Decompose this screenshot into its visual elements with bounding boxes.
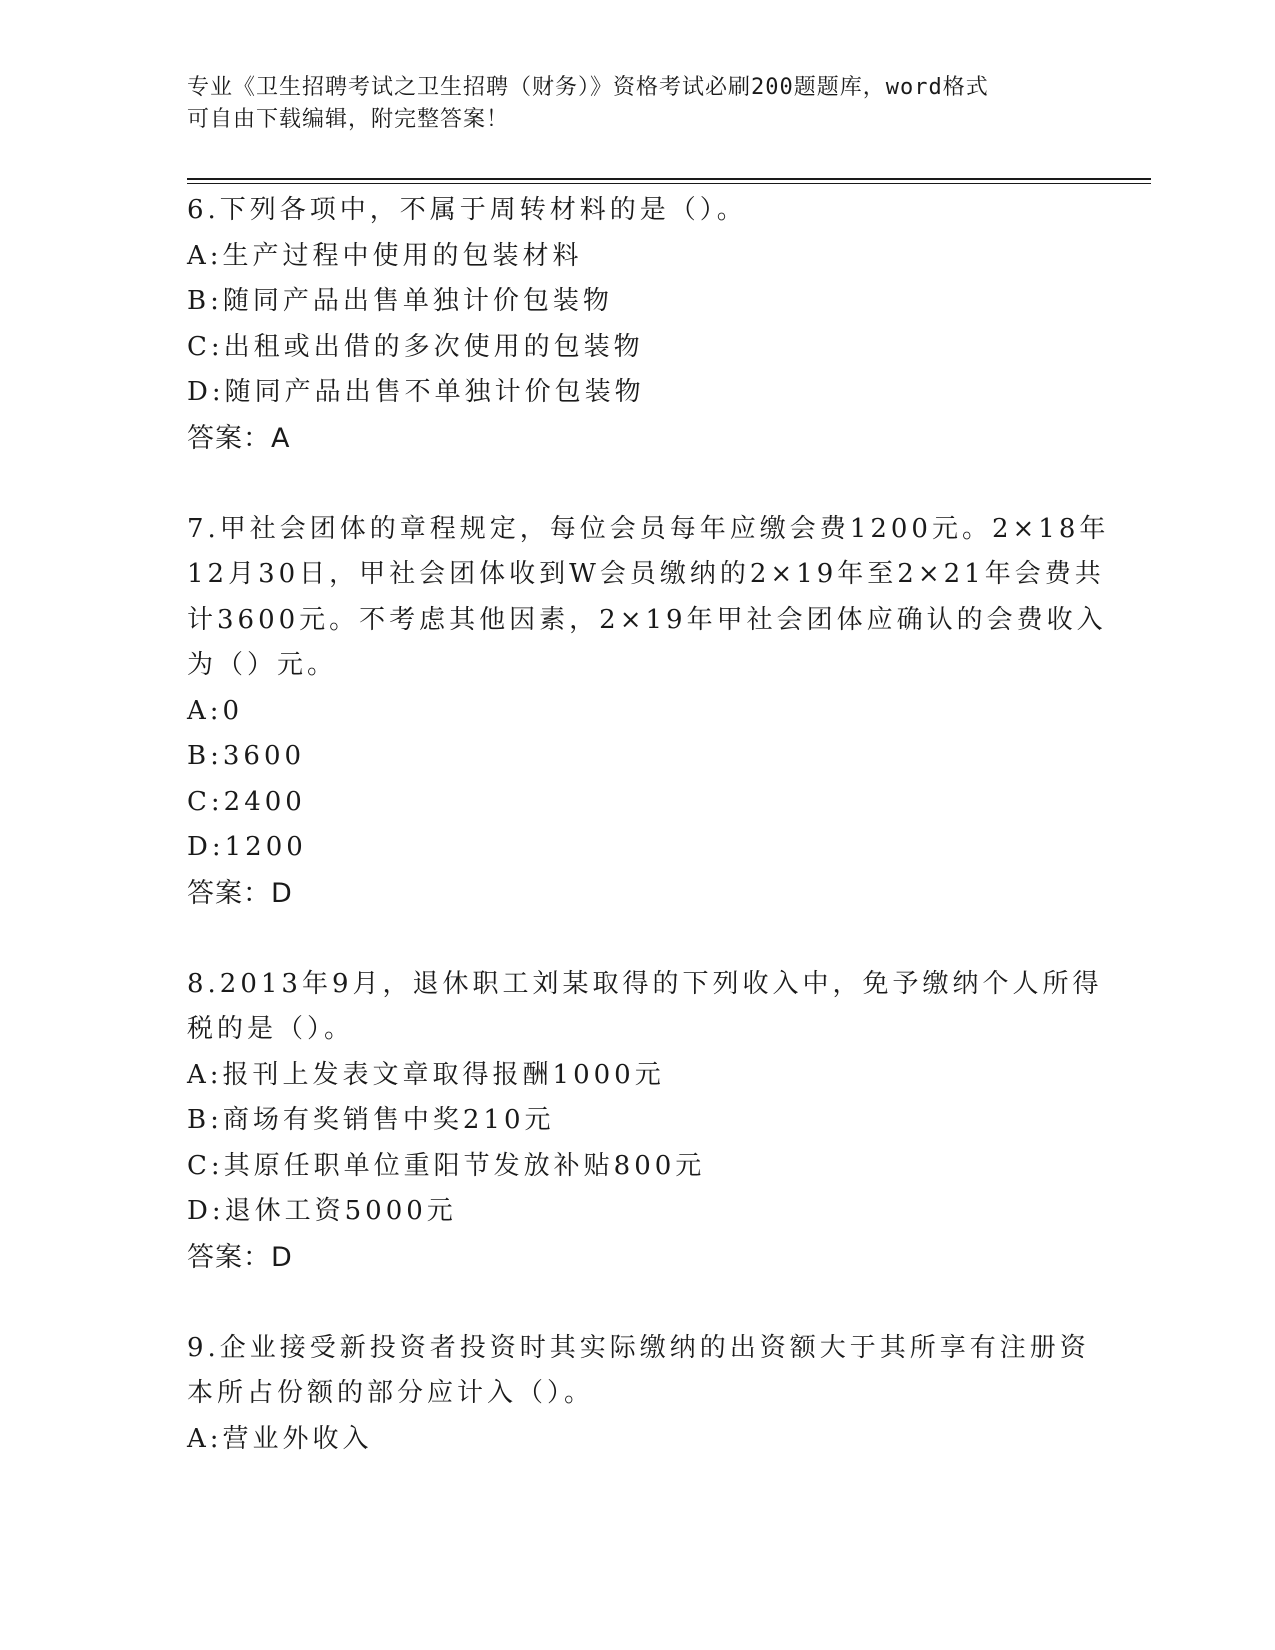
option-a: A:报刊上发表文章取得报酬1000元	[187, 1059, 665, 1090]
spacer	[187, 916, 1087, 962]
question-stem: 为（）元。	[187, 650, 338, 680]
header-line-2: 可自由下载编辑，附完整答案！	[187, 107, 510, 132]
option-c: C:其原任职单位重阳节发放补贴800元	[187, 1150, 706, 1181]
question-stem: 本所占份额的部分应计入（）。	[187, 1378, 595, 1408]
question-list	[187, 188, 1110, 1462]
option-d: D:1200	[187, 832, 307, 862]
answer-label: 答案：D	[187, 877, 293, 909]
spacer	[187, 461, 1087, 507]
option-a: A:生产过程中使用的包装材料	[187, 240, 583, 271]
header-divider-thin	[187, 183, 1151, 184]
answer-label: 答案：D	[187, 1241, 293, 1273]
option-c: C:出租或出借的多次使用的包装物	[187, 331, 644, 362]
question-stem: 6.下列各项中，不属于周转材料的是（）。	[187, 195, 747, 225]
question-6	[187, 188, 1087, 461]
option-d: D:退休工资5000元	[187, 1196, 457, 1226]
question-8	[187, 962, 1103, 1281]
option-a: A:营业外收入	[187, 1423, 373, 1454]
option-b: B:3600	[187, 741, 306, 771]
header-divider-thick	[187, 178, 1151, 180]
option-d: D:随同产品出售不单独计价包装物	[187, 377, 645, 407]
option-b: B:商场有奖销售中奖210元	[187, 1105, 555, 1135]
answer-label: 答案：A	[187, 422, 291, 454]
spacer	[187, 1280, 1087, 1326]
option-c: C:2400	[187, 786, 306, 817]
option-b: B:随同产品出售单独计价包装物	[187, 286, 613, 316]
question-stem: 9.企业接受新投资者投资时其实际缴纳的出资额大于其所享有注册资	[187, 1332, 1090, 1363]
question-9	[187, 1326, 1090, 1463]
option-a: A:0	[187, 695, 244, 726]
document-header	[187, 72, 1087, 136]
question-stem: 计3600元。不考虑其他因素，2×19年甲社会团体应确认的会费收入	[187, 604, 1107, 635]
question-stem: 7.甲社会团体的章程规定，每位会员每年应缴会费1200元。2×18年	[187, 513, 1110, 544]
question-stem: 12月30日，甲社会团体收到W会员缴纳的2×19年至2×21年会费共	[187, 559, 1105, 589]
question-stem: 税的是（）。	[187, 1014, 355, 1044]
question-stem: 8.2013年9月，退休职工刘某取得的下列收入中，免予缴纳个人所得	[187, 968, 1103, 999]
question-7	[187, 507, 1110, 917]
header-line-1: 专业《卫生招聘考试之卫生招聘（财务）》资格考试必刷200题题库，word格式	[187, 75, 989, 100]
